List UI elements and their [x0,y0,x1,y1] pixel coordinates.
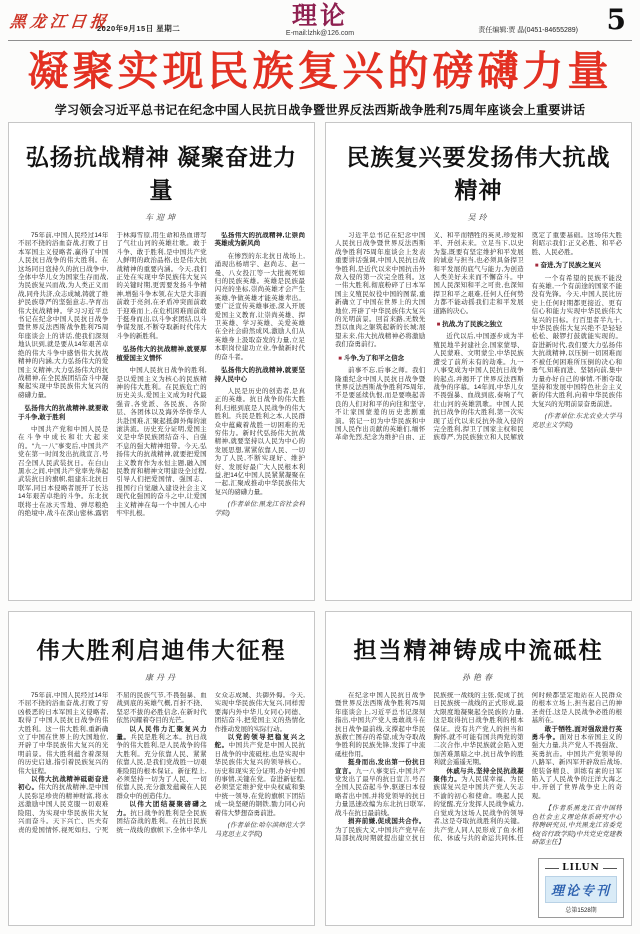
lilun-logo-text: LILUN [562,863,600,873]
newspaper-masthead: 黑龙江日报 [8,12,111,31]
editor-credit: 责任编辑:贾 晶(0451-84655289) [478,27,578,34]
paragraph: 前事不忘,后事之师。我们隆重纪念中国人民抗日战争暨世界反法西斯战争胜利75周年,不是要延续仇恨,而是要唤起善良的人们对和平的向往和坚守,不让家国蒙羞的历史悲剧重演。铭记一切为中华民族和中国人民作出贡献的英雄们,缅怀革命先烈,纪念为维护自由、正义、和平而牺牲的英灵,珍爱和平、开创未来。立足当下,以史为鉴,既要有坚定维护和平发展的诚意与担当,也必须具备捍卫和平发展的底气与能力,为创造人类美好未来而不懈奋斗。中国人民深知和平之可贵,也深知捍卫和平之艰难,任何人任何势力都不能动摇我们走和平发展道路的决心。 [335,232,524,442]
lead-subtitle: 学习领会习近平总书记在纪念中国人民抗日战争暨世界反法西斯战争胜利75周年座谈会上重要讲话 [54,103,586,117]
paragraph: 挺身而出,发出第一份抗日宣言。九一八事变后,中国共产党发出了最早的抗日宣言,号召全国人民奋起斗争,驱逐日本侵略者出中国,并将党领导的抗日力量迅速改编为东北抗日联军,战斗在抗日最前线。 [335,759,426,817]
paragraph: 以党的领导把稳复兴之舵。中国共产党是中国人民抗日战争的中流砥柱,也是实现中华民族伟大复兴的领导核心。历史和现实充分证明,办好中国的事情,关键在党。奋进新征程,必须坚定维护党中央权威和集中统一领导,在党的旗帜下团结成一块坚硬的钢铁,勠力同心向着伟大梦想奋勇前进。 [214,734,305,817]
article-card-bottom-right [325,611,632,926]
article-byline: 孙艳春 [462,673,495,682]
article-body [18,232,305,630]
subheading: ■ 奋进,为了民族之复兴 [534,262,601,270]
subheading: 弘扬伟大的抗战精神,让崇尚英雄成为新风尚 [214,232,305,248]
publication-date: 2020年9月15日 星期二 [97,24,181,33]
author-note: (作者单位:哈尔滨师范大学马克思主义学院) [214,822,305,838]
author-note: (作者单位:黑龙江省社会科学院) [214,501,305,517]
article-card-bottom-left [8,611,315,926]
article-headline: 担当精神铸成中流砥柱 [353,637,604,663]
lilun-logo-row [545,863,617,873]
paragraph: 一个有希望的民族不能没有英雄,一个有前途的国家不能没有先锋。今天,中国人民比历史上任何时期都更接近、更有信心和能力实现中华民族伟大复兴的目标。行百里者半九十,中华民族伟大复兴绝不是轻轻松松、敲锣打鼓就能实现的。奋进新时代,我们要大力弘扬伟大抗战精神,以压倒一切困难而不被任何困难所压倒的决心和勇气,知难而进、坚韧向前,集中力量办好自己的事情,不断夺取坚持和发展中国特色社会主义新的伟大胜利,向着中华民族伟大复兴的光明前景奋勇前进。 [531,274,622,408]
decorative-line [545,868,559,869]
red-square-bullet: ■ [436,322,441,329]
paragraph: 敢于牺牲,面对强敌进行英勇斗争。面对日本帝国主义的强大力量,共产党人不畏强敌、英勇抗击。中国共产党领导的八路军、新四军开辟敌后战场,使装备精良、训练有素的日军陷入了人民战争的汪洋大海之中,开创了世界战争史上的奇观。 [531,725,622,800]
paragraph: 在惨烈的东北抗日战场上,涌现出杨靖宇、赵尚志、赵一曼、八女投江等一大批视死如归的民族英雄。英雄是民族最闪亮的坐标,崇尚英雄才会产生英雄,争做英雄才能英雄辈出。要广泛宣传英雄事迹,深入开展爱国主义教育,让崇尚英雄、捍卫英雄、学习英雄、关爱英雄在全社会蔚然成风,激励人们从英雄身上汲取奋发的力量,立足本职岗位建功立业,争做新时代的奋斗者。 [214,252,305,361]
section-logo [274,3,366,37]
subheading: 弘扬伟大的抗战精神,就要坚持人民中心 [214,367,305,383]
paragraph: 以伟大团结凝聚磅礴之力。抗日战争的胜利是全民族团结奋战的胜利。在抗日民族统一战线的旗帜下,全体中华儿女众志成城、共御外侮。今天,实现中华民族伟大复兴,同样需要海内外中华儿女同心同德、团结奋斗,把爱国主义的热情化作推动发展的实际行动。 [116,692,305,834]
section-title: 理论 [291,2,348,30]
decorative-line [603,868,617,869]
page-number: 5 [606,3,626,36]
paragraph: 休戚与共,坚持全民抗战凝聚伟力。为人民谋幸福、为民族谋复兴是中国共产党人矢志不渝的初心和使命。唤起人民的觉醒,充分发挥人民战争威力,自觉成为这场人民战争的领导者,这是夺取抗战胜利的关键。共产党人同人民形成了鱼水相依、休戚与共的命运共同体,任何时候都坚定地站在人民群众的根本立场上,担当起自己的神圣责任,这是人民战争必胜的根基所在。 [433,692,622,842]
lilun-title-panel [545,876,617,903]
article-card-top-left [8,122,315,601]
page-header [0,0,640,46]
article-byline: 吴玲 [467,213,490,222]
red-square-bullet: ■ [338,355,342,362]
lead-block [0,49,640,118]
article-headline: 民族复兴要发扬伟大抗战精神 [346,144,611,203]
section-email[interactable]: E-mail:lzhk@126.com [285,30,355,37]
lead-headline: 凝聚实现民族复兴的磅礴力量 [27,48,613,94]
paragraph: 中国共产党和中国人民是在斗争中成长和壮大起来的。“九一八”事变后,中国共产党在第一时间发出抗战宣言,号召全国人民武装抗日。在白山黑水之间,中国共产党率先举起武装抗日的旗帜,组建东北抗日联军,同日本侵略者展开了长达14年艰苦卓绝的斗争。东北抗联将士在冰天雪地、弹尽粮绝的绝境中,战斗在深山密林,露宿于林海雪原,用生命和热血谱写了气壮山河的英雄壮歌。敢于斗争、敢于胜利,是中国共产党人鲜明的政治品格,也是伟大抗战精神的重要内涵。今天,我们正处在实现中华民族伟大复兴的关键时期,更需要发扬斗争精神,增强斗争本领,在大是大非面前敢于亮剑,在矛盾冲突面前敢于迎难而上,在危机困难面前敢于挺身而出,以斗争求团结,以斗争谋发展,不断夺取新时代伟大斗争的新胜利。 [18,232,207,517]
article-byline: 康丹丹 [145,673,178,682]
red-square-bullet: ■ [534,263,539,270]
paragraph: 75年前,中国人民经过14年不屈不挠的浴血奋战,打败了日本军国主义侵略者,赢得了中国人民抗日战争的伟大胜利。在这场同日寇持久的抗日战争中,全体中华儿女为国家生存而战,为民族复兴而战,为人类正义而战,同舟共济,众志成城,铸就了维护民族尊严的坚强意志,孕育出伟大抗战精神。学习习近平总书记在纪念中国人民抗日战争暨世界反法西斯战争胜利75周年座谈会上的讲话,使我们深刻地认识到,就是要从14年艰苦卓绝的伟大斗争中感悟伟大抗战精神的内涵,大力弘扬伟大的爱国主义精神,大力弘扬伟大的抗战精神,在全民族团结奋斗中凝聚起实现中华民族伟大复兴的磅礴力量。 [18,232,109,399]
lilun-title: 理论专刊 [550,883,611,898]
paragraph: 以人民伟力汇聚复兴力量。兵民是胜利之本。抗日战争的伟大胜利,是人民战争的伟大胜利。充分依靠人民、紧紧依靠人民,是我们党战胜一切艰难险阻的根本保证。新征程上,必须坚持一切为了人民、一切依靠人民,充分激发蕴藏在人民群众中的创造伟力。 [116,725,207,800]
subheading: 弘扬伟大的抗战精神,就要敢于斗争,敢于胜利 [18,405,109,421]
lilun-issue-number: 总第1528期 [565,908,597,914]
paragraph: 在纪念中国人民抗日战争暨世界反法西斯战争胜利75周年座谈会上,习近平总书记深刻指出,中国共产党人勇敢战斗在抗日战争最前线,支撑起中华民族救亡图存的希望,成为夺取战争胜利的民族先锋,发挥了中流砥柱作用。 [335,692,426,758]
article-headline: 弘扬抗战精神 凝聚奋进力量 [25,144,298,203]
article-headline: 伟大胜利启迪伟大征程 [36,637,287,663]
paragraph: 近代以后,中国逐步成为半殖民地半封建社会,国家蒙辱、人民蒙难、文明蒙尘,中华民族遭受了前所未有的劫难。九一八事变成为中国人民抗日战争的起点,并揭开了世界反法西斯战争的序幕。14年间,中华儿女不畏强暴、血战到底,奏响了气壮山河的英雄凯歌。中国人民抗日战争的伟大胜利,第一次实现了近代以来反抗外敌入侵的完全胜利,捍卫了国家主权和民族尊严,为民族独立和人民解放奠定了重要基础。这场伟大胜利昭示我们:正义必胜、和平必胜、人民必胜。 [433,232,622,442]
theory-supplement-box [538,858,624,918]
paragraph: 人民是历史的创造者,是真正的英雄。抗日战争的伟大胜利,归根到底是人民战争的伟大胜利。兵民是胜利之本,人民群众中蕴藏着战胜一切困难的无穷伟力。新时代弘扬伟大抗战精神,就要坚持以人民为中心的发展思想,紧紧依靠人民、一切为了人民,不断实现好、维护好、发展好最广大人民根本利益,把14亿中国人民紧紧凝聚在一起,汇聚成推动中华民族伟大复兴的磅礴力量。 [214,387,305,496]
author-note: 【作者系黑龙江省中国特色社会主义理论体系研究中心特聘研究员,中共黑龙江省委党校(省行政学院)中共党史党建教研部主任】 [531,805,622,846]
article-body [18,692,305,930]
article-card-top-right [325,122,632,601]
paragraph: 中国人民抗日战争的胜利,是以爱国主义为核心的民族精神的伟大胜利。在民族危亡的历史关头,爱国主义成为时代最强音,各党派、各民族、各阶层、各团体以及海外华侨华人共赴国难,汇聚起抵御外侮的滚滚洪流。历史充分证明,爱国主义是中华民族团结奋斗、自强不息的强大精神纽带。今天,弘扬伟大的抗战精神,就要把爱国主义教育作为永恒主题,融入国民教育和精神文明建设全过程,引导人们把爱国情、强国志、报国行自觉融入建设社会主义现代化强国的奋斗之中,让爱国主义精神在每一个中国人心中牢牢扎根。 [116,367,207,517]
subheading: ■ 斗争,为了和平之信念 [338,354,405,362]
author-note: (作者单位:东北农业大学马克思主义学院) [531,413,622,429]
subheading: 弘扬伟大的抗战精神,就要厚植爱国主义情怀 [116,346,207,362]
paragraph: 以伟大抗战精神砥砺奋进初心。伟大的抗战精神,是中国人民弥足珍贵的精神财富,将永远激励中国人民克服一切艰难险阻、为实现中华民族伟大复兴而奋斗。天下兴亡、匹夫有责的爱国情怀,视死如归、宁死不屈的民族气节,不畏强暴、血战到底的英雄气概,百折不挠、坚忍不拔的必胜信念,在新时代依然闪耀着夺目的光芒。 [18,692,207,834]
subheading: ■ 抗战,为了民族之独立 [436,321,503,329]
paragraph: 75年前,中国人民经过14年不屈不挠的浴血奋战,打败了穷凶极恶的日本军国主义侵略者,取得了中国人民抗日战争的伟大胜利。这一伟大胜利,重新确立了中国在世界上的大国地位,开辟了中华民族伟大复兴的光明前景。伟大胜利蕴含着深刻的历史启迪,指引着民族复兴的伟大征程。 [18,692,109,775]
paragraph: 习近平总书记在纪念中国人民抗日战争暨世界反法西斯战争胜利75周年座谈会上发表重要讲话强调,中国人民抗日战争胜利,是近代以来中国抗击外敌入侵的第一次完全胜利。这一伟大胜利,彻底粉碎了日本军国主义殖民奴役中国的图谋,重新确立了中国在世界上的大国地位,开辟了中华民族伟大复兴的光明前景。回首来路,无数先烈以血肉之躯筑起新的长城;展望未来,伟大抗战精神必将激励我们奋勇前行。 [335,232,426,349]
article-body [335,232,622,630]
header-divider [8,40,632,41]
article-byline: 车迎坤 [145,213,178,222]
paragraph: 捐弃前嫌,促成国共合作。为了民族大义,中国共产党早在局部抗战时期就提出建立抗日民族统一战线的主张,促成了抗日民族统一战线的正式形成,最大限度地凝聚起全民族的力量,这是取得抗日战争胜利的根本保证。没有共产党人的担当和胸怀,就不可能有国共两党的第二次合作,中华民族就会陷入更加苦难黑暗之中,抗日战争的胜利就会遥遥无期。 [335,692,524,842]
